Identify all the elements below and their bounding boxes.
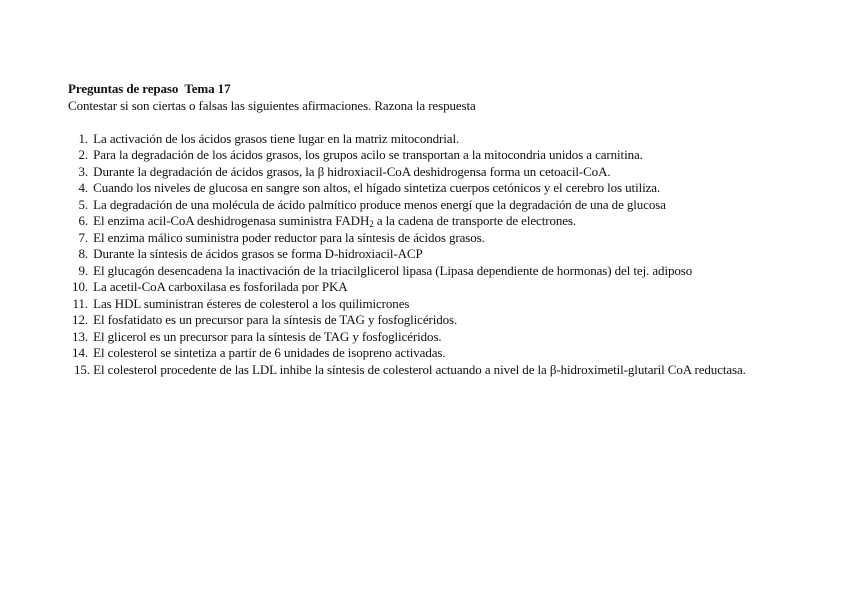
question-item-8 [68, 246, 788, 263]
question-number: 10. [72, 279, 88, 294]
question-text: La activación de los ácidos grasos tiene lugar en la matriz mitocondrial. [93, 130, 460, 146]
question-item-10 [68, 279, 788, 296]
question-item-6 [68, 213, 788, 230]
question-list [68, 131, 788, 379]
question-text: Las HDL suministran ésteres de colesterol a los quilimicrones [93, 295, 410, 311]
question-text: El glicerol es un precursor para la síntesis de TAG y fosfoglicéridos. [93, 328, 442, 344]
document-title: Preguntas de repaso Tema 17 [68, 81, 231, 96]
question-text: Cuando los niveles de glucosa en sangre son altos, el hígado sintetiza cuerpos cetónicos y el cerebro los utiliza. [93, 180, 661, 195]
question-item-1 [68, 131, 788, 148]
question-text: El colesterol procedente de las LDL inhibe la síntesis de colesterol actuando a nivel de la β-hidroximetil-glutaril CoA reductasa. [93, 361, 746, 377]
question-number: 6. [78, 213, 88, 228]
question-number: 8. [78, 246, 88, 261]
question-item-15 [62, 362, 762, 379]
question-number: 9. [78, 262, 88, 278]
question-number: 11. [72, 295, 88, 311]
question-text: La acetil-CoA carboxilasa es fosforilada por PKA [93, 279, 348, 294]
question-item-14 [68, 345, 788, 362]
question-text-before-subscript: El enzima acil-CoA deshidrogenasa suministra FADH [93, 213, 370, 228]
instructions-text: Contestar si son ciertas o falsas las siguientes afirmaciones. Razona la respuesta [68, 97, 476, 113]
question-number: 3. [78, 163, 88, 179]
question-number: 5. [78, 196, 88, 212]
question-text: Para la degradación de los ácidos grasos, los grupos acilo se transportan a la mitocondria unidos a carnitina. [93, 147, 643, 162]
question-text: El glucagón desencadena la inactivación de la triacilglicerol lipasa (Lipasa dependiente de hormonas) del tej. adiposo [93, 262, 693, 278]
question-item-7 [68, 230, 788, 247]
question-item-9 [68, 263, 788, 280]
subscript: 2 [369, 219, 374, 229]
question-text: Durante la síntesis de ácidos grasos se forma D-hidroxiacil-ACP [93, 246, 423, 261]
question-text-after-subscript: a la cadena de transporte de electrones. [373, 213, 577, 228]
blank-line [68, 114, 788, 131]
question-item-5 [68, 197, 788, 214]
question-number: 2. [78, 147, 88, 162]
question-number: 1. [78, 130, 88, 146]
question-item-13 [68, 329, 788, 346]
question-item-3 [68, 164, 788, 181]
question-number: 12. [72, 312, 88, 327]
question-number: 15. [74, 361, 90, 377]
question-number: 14. [72, 345, 88, 360]
question-item-12 [68, 312, 788, 329]
document-content [68, 81, 788, 378]
question-item-11 [68, 296, 788, 313]
question-item-2 [68, 147, 788, 164]
question-text: Durante la degradación de ácidos grasos, la β hidroxiacil-CoA deshidrogensa forma un cetoacil-CoA. [93, 163, 611, 179]
question-text: El colesterol se sintetiza a partir de 6 unidades de isopreno activadas. [93, 345, 446, 360]
question-number: 7. [78, 229, 88, 245]
question-text: El fosfatidato es un precursor para la síntesis de TAG y fosfoglicéridos. [93, 312, 458, 327]
question-number: 13. [72, 328, 88, 344]
question-number: 4. [78, 180, 88, 195]
question-text: El enzima málico suministra poder reductor para la síntesis de ácidos grasos. [93, 229, 485, 245]
question-text: La degradación de una molécula de ácido palmítico produce menos energí que la degradación de una de glucosa [93, 196, 666, 212]
question-item-4 [68, 180, 788, 197]
